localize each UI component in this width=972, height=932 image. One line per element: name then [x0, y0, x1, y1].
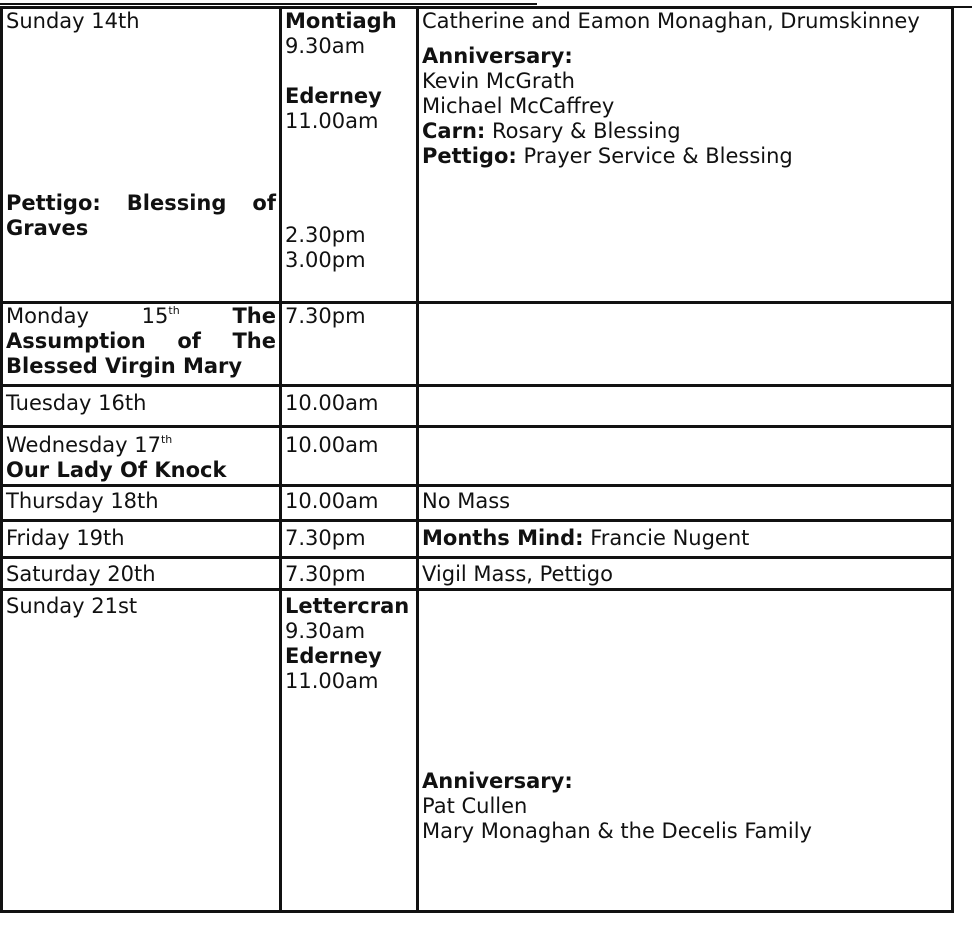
time-cell — [281, 590, 418, 912]
intention-name: Pat Cullen — [422, 794, 528, 818]
day-label: Friday 19th — [6, 526, 125, 550]
carn-label: Carn: — [422, 119, 486, 143]
time-cell — [281, 486, 418, 521]
mass-time: 11.00am — [285, 109, 379, 133]
mass-time: 11.00am — [285, 669, 379, 693]
time-cell — [281, 303, 418, 386]
day-cell — [2, 386, 281, 427]
day-name: Wednesday 17 — [6, 433, 161, 457]
day-cell — [2, 558, 281, 590]
mass-time: 7.30pm — [285, 562, 366, 586]
mass-time: 9.30am — [285, 619, 366, 643]
day-label: Sunday 14th — [6, 9, 140, 33]
day-cell — [2, 590, 281, 912]
day-cell — [2, 8, 281, 303]
pettigo-line — [422, 144, 948, 169]
details-cell — [418, 558, 953, 590]
details-cell — [418, 590, 953, 912]
table-row — [2, 8, 953, 303]
church-name: Ederney — [285, 84, 382, 108]
details-cell — [418, 521, 953, 558]
table-row — [2, 303, 953, 386]
mass-time: 7.30pm — [285, 304, 366, 328]
day-label — [6, 433, 276, 458]
intention-name: Kevin McGrath — [422, 69, 575, 93]
day-name: Monday — [6, 304, 89, 328]
feast-label: Our Lady Of Knock — [6, 458, 227, 482]
feast-label-cont: Assumption of The — [6, 329, 276, 353]
top-rule — [0, 0, 972, 4]
day-cell — [2, 521, 281, 558]
table-row — [2, 486, 953, 521]
day-num: 15 — [141, 304, 169, 328]
day-label: Sunday 21st — [6, 594, 138, 618]
table-row — [2, 590, 953, 912]
day-cell — [2, 427, 281, 486]
church-name: Lettercran — [285, 594, 410, 618]
mass-time: 10.00am — [285, 489, 379, 513]
intention-name: Michael McCaffrey — [422, 94, 615, 118]
details-text: Vigil Mass, Pettigo — [422, 562, 613, 586]
table-row — [2, 386, 953, 427]
day-label: Saturday 20th — [6, 562, 156, 586]
months-mind-label: Months Mind: — [422, 526, 584, 550]
top-rule-left — [0, 3, 537, 5]
mass-schedule-table — [0, 6, 954, 913]
details-cell — [418, 427, 953, 486]
months-mind-line — [422, 526, 948, 551]
details-text: No Mass — [422, 489, 511, 513]
pettigo-text: Prayer Service & Blessing — [516, 144, 793, 168]
carn-text: Rosary & Blessing — [485, 119, 681, 143]
feast-label: The — [232, 304, 276, 328]
details-cell — [418, 303, 953, 386]
details-cell — [418, 486, 953, 521]
time-cell — [281, 521, 418, 558]
mass-time: 10.00am — [285, 433, 379, 457]
day-label: Thursday 18th — [6, 489, 159, 513]
event-label: Pettigo: Blessing of — [6, 191, 276, 215]
day-number — [142, 304, 180, 328]
day-cell — [2, 303, 281, 386]
mass-time: 9.30am — [285, 34, 366, 58]
mass-time: 3.00pm — [285, 248, 366, 272]
time-cell — [281, 427, 418, 486]
time-cell — [281, 386, 418, 427]
time-cell — [281, 558, 418, 590]
details-cell — [418, 8, 953, 303]
mass-time: 7.30pm — [285, 526, 366, 550]
table-row — [2, 521, 953, 558]
months-mind-name: Francie Nugent — [583, 526, 750, 550]
details-cell — [418, 386, 953, 427]
carn-line — [422, 119, 948, 144]
church-name: Montiagh — [285, 9, 397, 33]
table-row — [2, 427, 953, 486]
day-cell — [2, 486, 281, 521]
table-row — [2, 558, 953, 590]
day-label — [6, 304, 276, 329]
anniversary-label: Anniversary: — [422, 44, 573, 68]
feast-label-cont: Blessed Virgin Mary — [6, 354, 243, 378]
church-name: Ederney — [285, 644, 382, 668]
intention-name: Mary Monaghan & the Decelis Family — [422, 819, 812, 843]
day-suffix: th — [168, 304, 180, 317]
pettigo-label: Pettigo: — [422, 144, 517, 168]
mass-time: 2.30pm — [285, 223, 366, 247]
day-suffix: th — [160, 433, 173, 446]
intention-text: Catherine and Eamon Monaghan, Drumskinney — [422, 9, 920, 33]
anniversary-label: Anniversary: — [422, 769, 573, 793]
event-label-cont: Graves — [6, 216, 89, 240]
mass-time: 10.00am — [285, 391, 379, 415]
time-cell — [281, 8, 418, 303]
day-label: Tuesday 16th — [6, 391, 147, 415]
